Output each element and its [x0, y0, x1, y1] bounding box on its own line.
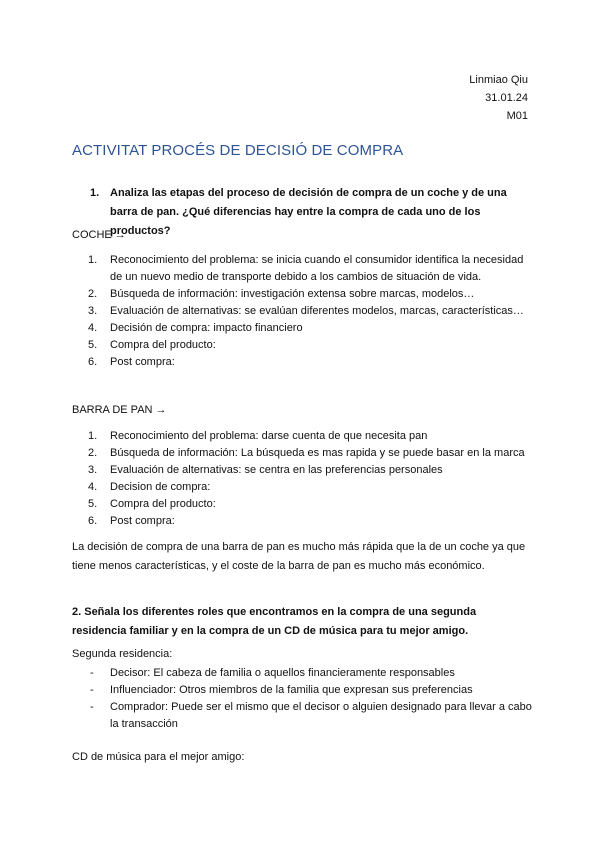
- list-item: [72, 303, 532, 320]
- list-item-number: 1.: [88, 254, 98, 266]
- list-item: [72, 496, 532, 513]
- list-item-number: 4.: [88, 481, 98, 493]
- pan-steps-list: [72, 428, 532, 530]
- list-item-text: Evaluación de alternativas: se evalúan diferentes modelos, marcas, características…: [110, 305, 524, 317]
- bullet-dash: -: [90, 684, 94, 696]
- list-item-number: 2.: [88, 447, 98, 459]
- list-item-number: 2.: [88, 288, 98, 300]
- header-block: [469, 71, 528, 125]
- list-item: [72, 513, 532, 530]
- list-item-text: Búsqueda de información: La búsqueda es mas rapida y se puede basar en la marca: [110, 447, 525, 459]
- list-item: [72, 354, 532, 371]
- pan-label: BARRA DE PAN →: [72, 404, 167, 416]
- list-item-text: Post compra:: [110, 515, 175, 527]
- list-item-number: 3.: [88, 305, 98, 317]
- list-item: [72, 337, 532, 354]
- bullet-dash: -: [90, 701, 94, 713]
- list-item: [72, 665, 532, 682]
- question-1-text: Analiza las etapas del proceso de decisión de compra de un coche y de una barra de pan. ¿Qué diferencias hay entre la compra de cada uno de los productos?: [110, 187, 507, 237]
- list-item-number: 6.: [88, 356, 98, 368]
- list-item: [72, 286, 532, 303]
- list-item-number: 4.: [88, 322, 98, 334]
- list-item-number: 6.: [88, 515, 98, 527]
- list-item: [72, 699, 532, 733]
- list-item-text: Reconocimiento del problema: se inicia cuando el consumidor identifica la necesidad de un nuevo medio de transporte debido a los cambios de situación de vida.: [110, 254, 524, 283]
- coche-steps-list: [72, 252, 532, 371]
- list-item-text: Decisión de compra: impacto financiero: [110, 322, 303, 334]
- document-code: M01: [506, 110, 528, 122]
- document-date: 31.01.24: [485, 92, 528, 104]
- list-item: [72, 682, 532, 699]
- list-item-text: Comprador: Puede ser el mismo que el decisor o alguien designado para llevar a cabo la transacción: [110, 701, 532, 730]
- list-item-number: 1.: [88, 430, 98, 442]
- list-item-text: Influenciador: Otros miembros de la familia que expresan sus preferencias: [110, 684, 473, 696]
- list-item-number: 3.: [88, 464, 98, 476]
- list-item-text: Compra del producto:: [110, 339, 216, 351]
- roles-list: [72, 665, 532, 733]
- list-item-text: Compra del producto:: [110, 498, 216, 510]
- list-item-text: Decisor: El cabeza de familia o aquellos financieramente responsables: [110, 667, 455, 679]
- author-name: Linmiao Qiu: [469, 74, 528, 86]
- list-item: [72, 479, 532, 496]
- list-item: [72, 428, 532, 445]
- list-item-text: Reconocimiento del problema: darse cuenta de que necesita pan: [110, 430, 428, 442]
- list-item: [72, 462, 532, 479]
- question-1: [72, 184, 532, 237]
- conclusion-paragraph: La decisión de compra de una barra de pan es mucho más rápida que la de un coche ya que tiene menos características, y el coste de la barra de pan es mucho más económico.: [72, 541, 526, 572]
- list-item: [72, 252, 532, 286]
- list-item: [72, 445, 532, 462]
- page-title: ACTIVITAT PROCÉS DE DECISIÓ DE COMPRA: [72, 142, 404, 159]
- list-item: [72, 320, 532, 337]
- list-item-number: 5.: [88, 498, 98, 510]
- bullet-dash: -: [90, 667, 94, 679]
- question-1-number: 1.: [90, 187, 100, 199]
- list-item-text: Búsqueda de información: investigación extensa sobre marcas, modelos…: [110, 288, 475, 300]
- list-item-text: Evaluación de alternativas: se centra en las preferencias personales: [110, 464, 443, 476]
- cd-label: CD de música para el mejor amigo:: [72, 751, 245, 763]
- list-item-text: Post compra:: [110, 356, 175, 368]
- coche-label: COCHE →: [72, 229, 126, 241]
- question-2: 2. Señala los diferentes roles que encontramos en la compra de una segunda residencia familiar y en la compra de un CD de música para tu mejor amigo.: [72, 606, 477, 637]
- list-item-text: Decision de compra:: [110, 481, 211, 493]
- segunda-residencia-label: Segunda residencia:: [72, 648, 173, 660]
- list-item-number: 5.: [88, 339, 98, 351]
